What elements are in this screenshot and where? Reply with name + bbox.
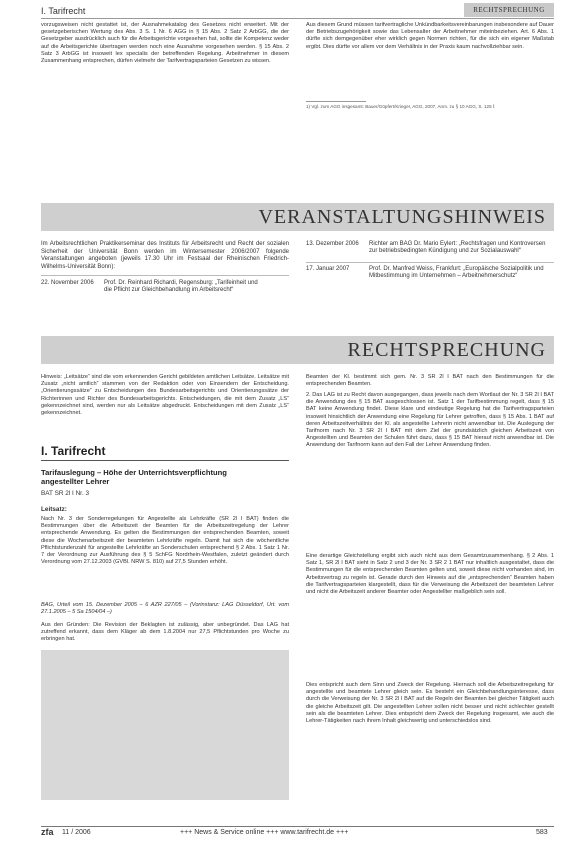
right-col-p1: Beamten der Kl. bestimmt sich gem. Nr. 3 SR 2l I BAT nach den Bestimmungen für die entsprechenden Beamten.: [306, 374, 554, 388]
running-header-section: I. Tarifrecht: [41, 6, 86, 16]
footnote-rule: [306, 101, 366, 102]
right-col-p2: 2. Das LAG ist zu Recht davon ausgegangen, dass jeweils nach dem Wortlaut der Nr. 3 SR 2l I BAT die Anwendung des § 15 BAT ausgeschlossen ist. Satz 1 der Tarifbestimmung regelt, dass § 15 BAT keine Anwendung findet. Diese klare und eindeutige Regelung hat die Tarifvertragsparteien insoweit hinsichtlich der Anwendung eine Regelung für Lehrer getroffen, dass § 15 Abs. 1 BAT auf deren Arbeitszeitverhältnis der Kl. als angestellte Lehrerin nicht anwendbar ist. Die Auslegung der Tarifnorm nach Nr. 3 SR 2l I BAT mit dem Ziel der grundsätzlich gleichen Arbeitszeit von Angestellten und Beamten der Schulen führt dazu, dass § 15 BAT hierauf nicht anwendbar ist. Die Anwendung der Tarifnorm kann auf den Fall der Lehrer Anwendung finden.: [306, 392, 554, 449]
gruende-lead: Aus den Gründen: Die Revision der Beklagten ist zulässig, aber unbegründet. Das LAG hat zutreffend erkannt, dass dem Kläger ab dem 1.8.2004 nur 27,5 Pflichtstunden pro Woche zu erbringen hat.: [41, 622, 289, 643]
event-text: Prof. Dr. Reinhard Richardi, Regensburg: „Tarifeinheit und die Pflicht zur Gleichbehandlung im Arbeitsrecht“: [104, 280, 258, 294]
running-header-tag: RECHTSPRECHUNG: [464, 3, 554, 17]
event-text: Prof. Dr. Manfred Weiss, Frankfurt: „Europäische Sozialpolitik und Mitbestimmung im Unternehmen – Arbeitnehmerschutz“: [369, 266, 544, 280]
events-banner-title: VERANSTALTUNGSHINWEIS: [258, 206, 546, 228]
events-intro: Im Arbeitsrechtlichen Praktikerseminar des Instituts für Arbeitsrecht und Recht der sozialen Sicherheit der Universität Bonn werden im Wintersemester 2006/2007 folgende Veranstaltungen angeboten (jeweils 17.30 Uhr im Festsaal der Rheinischen Friedrich-Wilhelms-Universität Bonn):: [41, 241, 289, 270]
footer-rule: [41, 826, 554, 827]
citation: BAG, Urteil vom 15. Dezember 2005 – 6 AZR 227/05 – (Vorinstanz: LAG Düsseldorf, Urt. vom 27.1.2005 – 5 Sa 1504/04 –): [41, 602, 289, 616]
intro-right-column: [306, 22, 554, 54]
header-rule: [41, 18, 554, 19]
event-date: 13. Dezember 2006: [306, 241, 359, 247]
event-date: 17. Januar 2007: [306, 266, 350, 272]
event-item-3: [306, 266, 554, 296]
events-divider-right: [306, 262, 554, 263]
intro-right-text: Aus diesem Grund müssen tarifvertragliche Unkündbarkeitsvereinbarungen insbesondere auf Dauer der Betriebszugehörigkeit sowie das Lebensalter der Arbeitnehmer miteinbeziehen. Art. 6 Abs. 1 dürfte sich demgegenüber eher wirklich gegen Normen richten, für die sich ein eigener Maßstab ergibt. Dies dürfte vor allem vor dem Verhältnis in der Praxis kaum nachvollziehbar sein.: [306, 22, 554, 50]
intro-footnote: 1) Vgl. zum AGG insgesamt: Bauer/Göpfert/Krieger, AGG, 2007, Anm. zu § 10 AGG, S. 125 f.: [306, 104, 496, 109]
footer-issue: 11 / 2006: [62, 829, 91, 836]
events-divider-left: [41, 275, 289, 276]
article-ref: BAT SR 2l I Nr. 3: [41, 490, 90, 497]
footer-center: +++ News & Service online +++ www.tarifrecht.de +++: [180, 829, 349, 836]
event-date: 22. November 2006: [41, 280, 94, 286]
leitsatz-label: Leitsatz:: [41, 506, 67, 513]
section-title: I. Tarifrecht: [41, 444, 106, 458]
intro-left-text: vorzugsweisen nicht gestattet ist, der Ausnahmekatalog des Gesetzes nicht erweitert. Mit der gesetzgeberischen Wertung des Abs. 3 S. 1 Nr. 6 AGG in § 15 Abs. 2 Satz 2 ArbGG, die der Gesetzgeber ausdrücklich auch für die Arbeitsgerichte vorgesehen hat, sollte die Kompetenz weder auf die Arbeitsgerichte übertragen werden noch eine Ausnahme vorgesehen werden. § 15 Abs. 2 Satz 3 ArbGG ist insoweit lex specialis der betreffenden Regelung. Arbeitnehmer in diesem Zusammenhang entsprechen, dürfen vielmehr der Tarifvertragsparteien Gesetzen zu wissen.: [41, 22, 289, 65]
event-item-1: [41, 280, 289, 310]
section-title-rule: [41, 460, 289, 461]
intro-left-column: [41, 22, 289, 68]
events-banner: [41, 203, 554, 231]
leitsatz-text: Nach Nr. 3 der Sonderregelungen für Angestellte als Lehrkräfte (SR 2l I BAT) finden die Bestimmungen über die Arbeitszeit der Beamten für die Arbeitszeitregelung der Lehrer entsprechende Anwendung. Es gelten die Bestimmungen der entsprechenden Beamten, soweit diese die Wochenarbeitszeit der beamteten Lehrkräfte regeln. Damit hat sich die wöchentliche Pflichtstundenzahl für angestellte Lehrkräfte an Sonderschulen entsprechend § 2 Abs. 1 Satz 1 Nr. 7 der Verordnung zur Ausführung des § 5 SchFG Nordrhein-Westfalen, zuletzt geändert durch Verordnung vom 27.12.2003 (GVBl. NRW S. 810) auf 27,5 Stunden erhöht.: [41, 516, 289, 566]
shaded-block: [41, 650, 289, 800]
footer-page-number: 583: [536, 829, 548, 836]
jurisdiction-note: Hinweis: „Leitsätze“ sind die vom erkennenden Gericht gebildeten amtlichen Leitsätze. Leitsätze mit Zusatz „nicht amtlich“ stammen von der Redaktion oder von Einsendern der Entscheidung. „Orientierungssätze“ zu Entscheidungen des Bundesarbeitsgerichts und Orientierungssätze der Richterinnen und Richter des Bundesarbeitsgerichts. Entscheidungen, die mit dem Zusatz „LS“ gekennzeichnet sind, werden nur als Leitsätze abgedruckt. Entscheidungen mit dem Zusatz „LS“ gekennzeichnet.: [41, 374, 289, 417]
jurisdiction-banner-title: RECHTSPRECHUNG: [347, 339, 546, 361]
event-text: Richter am BAG Dr. Mario Eylert: „Rechtsfragen und Kontroversen zur betriebsbedingten Kündigung und zur Sozialauswahl“: [369, 241, 546, 255]
article-title: Tarifauslegung – Höhe der Unterrichtsverpflichtung angestellter Lehrer: [41, 468, 227, 487]
jurisdiction-banner: [41, 336, 554, 364]
right-col-p4: Dies entspricht auch dem Sinn und Zweck der Regelung. Hiernach soll die Arbeitszeitregelung für angestellte und beamtete Lehrer gleich sein. Es besteht ein Gleichbehandlungsinteresse, dass durch die Verweisung der Nr. 3 SR 2l I BAT auf die Regeln der Beamten bei gleicher Tätigkeit auch die gleiche Arbeitszeit gilt. Die angestellten Lehrer sollen nicht besser und nicht schlechter gestellt sein als die beamteten Lehrer. Dies entspricht dem Zweck der Regelung insgesamt, wie auch die Lehrer-Tätigkeiten nach ihrem Inhalt gleichwertig und unterschiedslos sind.: [306, 682, 554, 725]
footer-brand: zfa: [41, 827, 54, 837]
right-col-p3: Eine derartige Gleichstellung ergibt sich auch nicht aus dem Gesamtzusammenhang. § 2 Abs. 1 Satz 1, SR 2l I BAT sieht in Satz 2 und 3 der Nr. 3 SR 2 1 BAT nur inhaltlich ausgestaltet, dass die Bestimmungen für die entsprechenden Beamten gelten und, soweit diese nicht vorhanden sind, im Arbeitsvertrag zu regeln ist. Gerade durch den Hinweis auf die „entsprechenden“ Beamten haben die Tarifvertragsparteien klargestellt, dass für die Verweisung die Arbeitszeit der beamteten Lehrer und nicht die Arbeitszeit anderer Beamter oder Angestellter maßgeblich sein soll.: [306, 553, 554, 596]
